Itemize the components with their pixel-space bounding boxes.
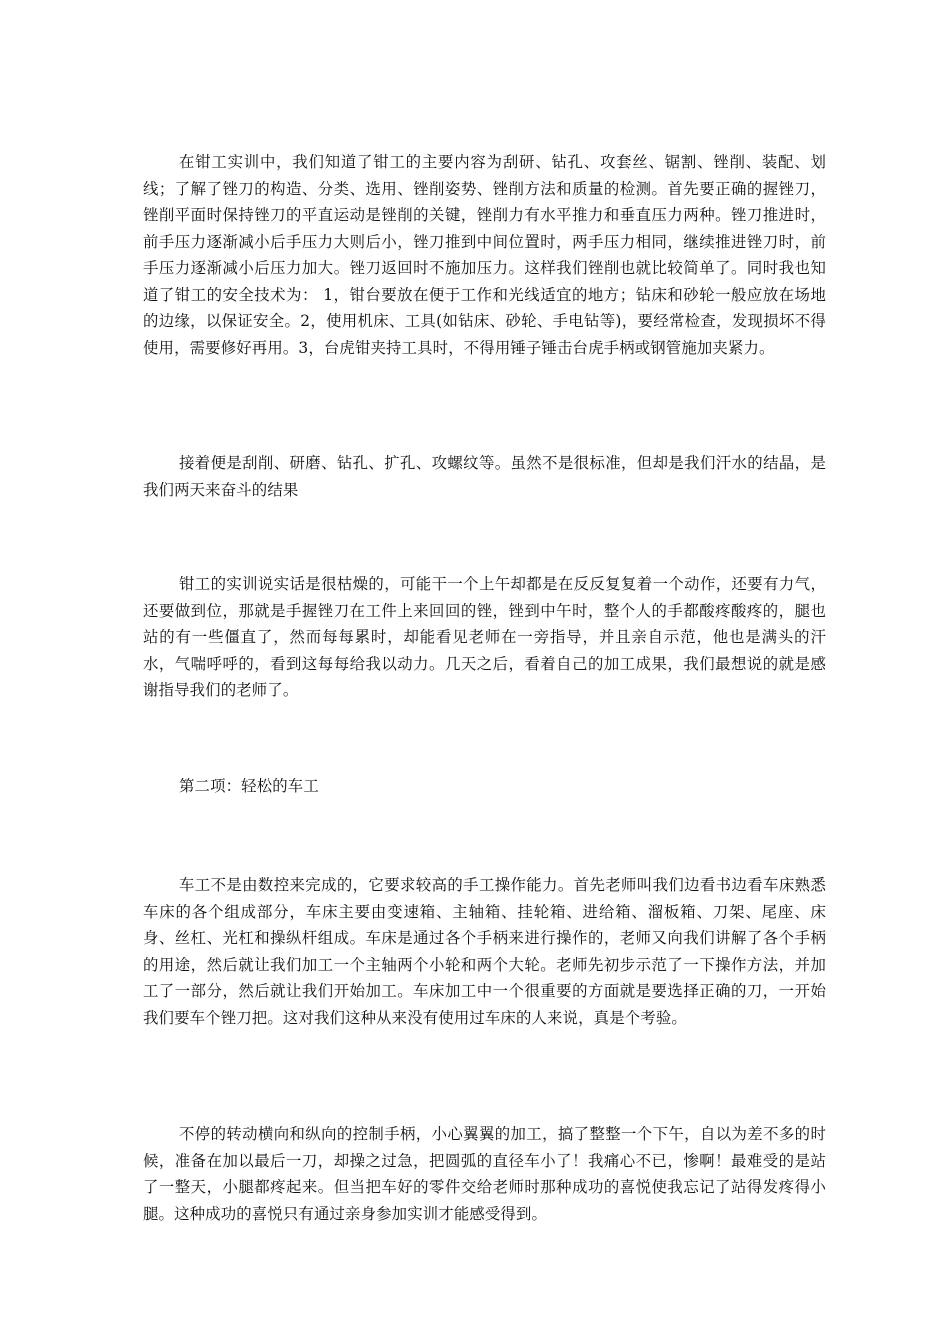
paragraph-fitter-reflection: 钳工的实训说实话是很枯燥的，可能干一个上午却都是在反反复复着一个动作，还要有力气，还要做到位，那就是手握锉刀在工件上来回回的锉，锉到中午时，整个人的手都酸疼酸疼的，腿也站的有一些僵直了，然而每每累时，却能看见老师在一旁指导，并且亲自示范，他也是满头的汗水，气喘呼呼的，看到这每每给我以动力。几天之后，看着自己的加工成果，我们最想说的就是感谢指导我们的老师了。 (143, 575, 826, 699)
paragraph-lathe-intro: 车工不是由数控来完成的，它要求较高的手工操作能力。首先老师叫我们边看书边看车床熟悉车床的各个组成部分，车床主要由变速箱、主轴箱、挂轮箱、进给箱、溜板箱、刀架、尾座、床身、丝杠、光杠和操纵杆组成。车床是通过各个手柄来进行操作的，老师又向我们讲解了各个手柄的用途，然后就让我们加工一个主轴两个小轮和两个大轮。老师先初步示范了一下操作方法，并加工了一部分，然后就让我们开始加工。车床加工中一个很重要的方面就是要选择正确的刀，一开始我们要车个锉刀把。这对我们这种从来没有使用过车床的人来说，真是个考验。 (143, 876, 826, 1027)
paragraph-fitter-training: 在钳工实训中，我们知道了钳工的主要内容为刮研、钻孔、攻套丝、锯割、锉削、装配、划线；了解了锉刀的构造、分类、选用、锉削姿势、锉削方法和质量的检测。首先要正确的握锉刀，锉削平面时保持锉刀的平直运动是锉削的关键，锉削力有水平推力和垂直压力两种。锉刀推进时，前手压力逐渐减小后手压力大则后小，锉刀推到中间位置时，两手压力相同，继续推进锉刀时，前手压力逐渐减小后压力加大。锉刀返回时不施加压力。这样我们锉削也就比较简单了。同时我也知道了钳工的安全技术为： 1，钳台要放在便于工作和光线适宜的地方；钻床和砂轮一般应放在场地的边缘，以保证安全。2，使用机床、工具(如钻床、砂轮、手电钻等)，要经常检查，发现损坏不得使用，需要修好再用。3，台虎钳夹持工具时，不得用锤子锤击台虎手柄或钢管施加夹紧力。 (143, 153, 826, 357)
paragraph-scraping-results: 接着便是刮削、研磨、钻孔、扩孔、攻螺纹等。虽然不是很标准，但却是我们汗水的结晶，是我们两天来奋斗的结果 (143, 454, 826, 499)
paragraph-lathe-experience: 不停的转动横向和纵向的控制手柄，小心翼翼的加工，搞了整整一个下午，自以为差不多的时候，准备在加以最后一刀，却操之过急，把圆弧的直径车小了！我痛心不已，惨啊！最难受的是站了一整天，小腿都疼起来。但当把车好的零件交给老师时那种成功的喜悦使我忘记了站得发疼得小腿。这种成功的喜悦只有通过亲身参加实训才能感受得到。 (143, 1125, 826, 1223)
section-heading-lathe: 第二项：轻松的车工 (179, 777, 319, 795)
